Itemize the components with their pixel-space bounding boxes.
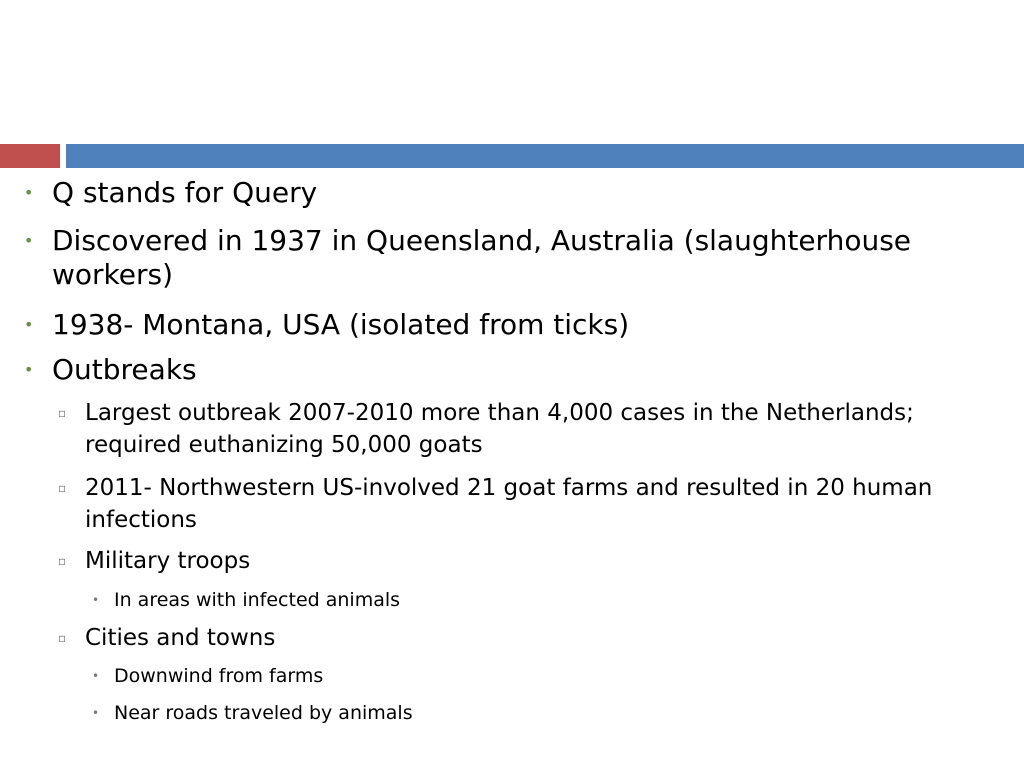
sub-bullet-text: Largest outbreak 2007-2010 more than 4,000 cases in the Netherlands; required euthanizing 50,000 goats (85, 400, 914, 458)
bullet-marker: • (24, 183, 34, 202)
sub-sub-bullet-item (92, 662, 994, 690)
accent-bar-blue (66, 144, 1024, 168)
sub-bullet-marker: ▫ (58, 481, 67, 495)
sub-bullet-marker: ▫ (58, 554, 67, 568)
bullet-item (24, 308, 1002, 342)
sub-sub-bullet-item (92, 699, 994, 727)
sub-sub-bullet-text: In areas with infected animals (114, 589, 401, 611)
bullet-item (24, 224, 1002, 292)
sub-sub-bullet-marker: • (92, 593, 100, 607)
sub-bullet-text: 2011- Northwestern US-involved 21 goat farms and resulted in 20 human infections (85, 475, 933, 533)
sub-bullet-text: Cities and towns (85, 625, 276, 651)
sub-bullet-item (58, 397, 1005, 461)
sub-bullet-item (58, 545, 1005, 577)
sub-sub-bullet-text: Near roads traveled by animals (114, 702, 413, 724)
sub-sub-bullet-item (92, 586, 994, 614)
sub-sub-bullet-text: Downwind from farms (114, 665, 324, 687)
sub-sub-bullet-marker: • (92, 669, 100, 683)
bullet-item (24, 176, 1002, 210)
sub-bullet-marker: ▫ (58, 406, 67, 420)
sub-bullet-item (58, 622, 1005, 654)
sub-bullet-item (58, 472, 1005, 536)
bullet-text: 1938- Montana, USA (isolated from ticks) (52, 308, 630, 341)
bullet-text: Q stands for Query (52, 176, 318, 209)
bullet-text: Outbreaks (52, 353, 197, 386)
sub-bullet-text: Military troops (85, 548, 251, 574)
bullet-text: Discovered in 1937 in Queensland, Australia (slaughterhouse workers) (52, 224, 912, 291)
bullet-item (24, 353, 1002, 387)
bullet-marker: • (24, 231, 34, 250)
sub-bullet-marker: ▫ (58, 631, 67, 645)
sub-sub-bullet-marker: • (92, 706, 100, 720)
bullet-marker: • (24, 315, 34, 334)
bullet-marker: • (24, 360, 34, 379)
accent-bar-red (0, 144, 60, 168)
